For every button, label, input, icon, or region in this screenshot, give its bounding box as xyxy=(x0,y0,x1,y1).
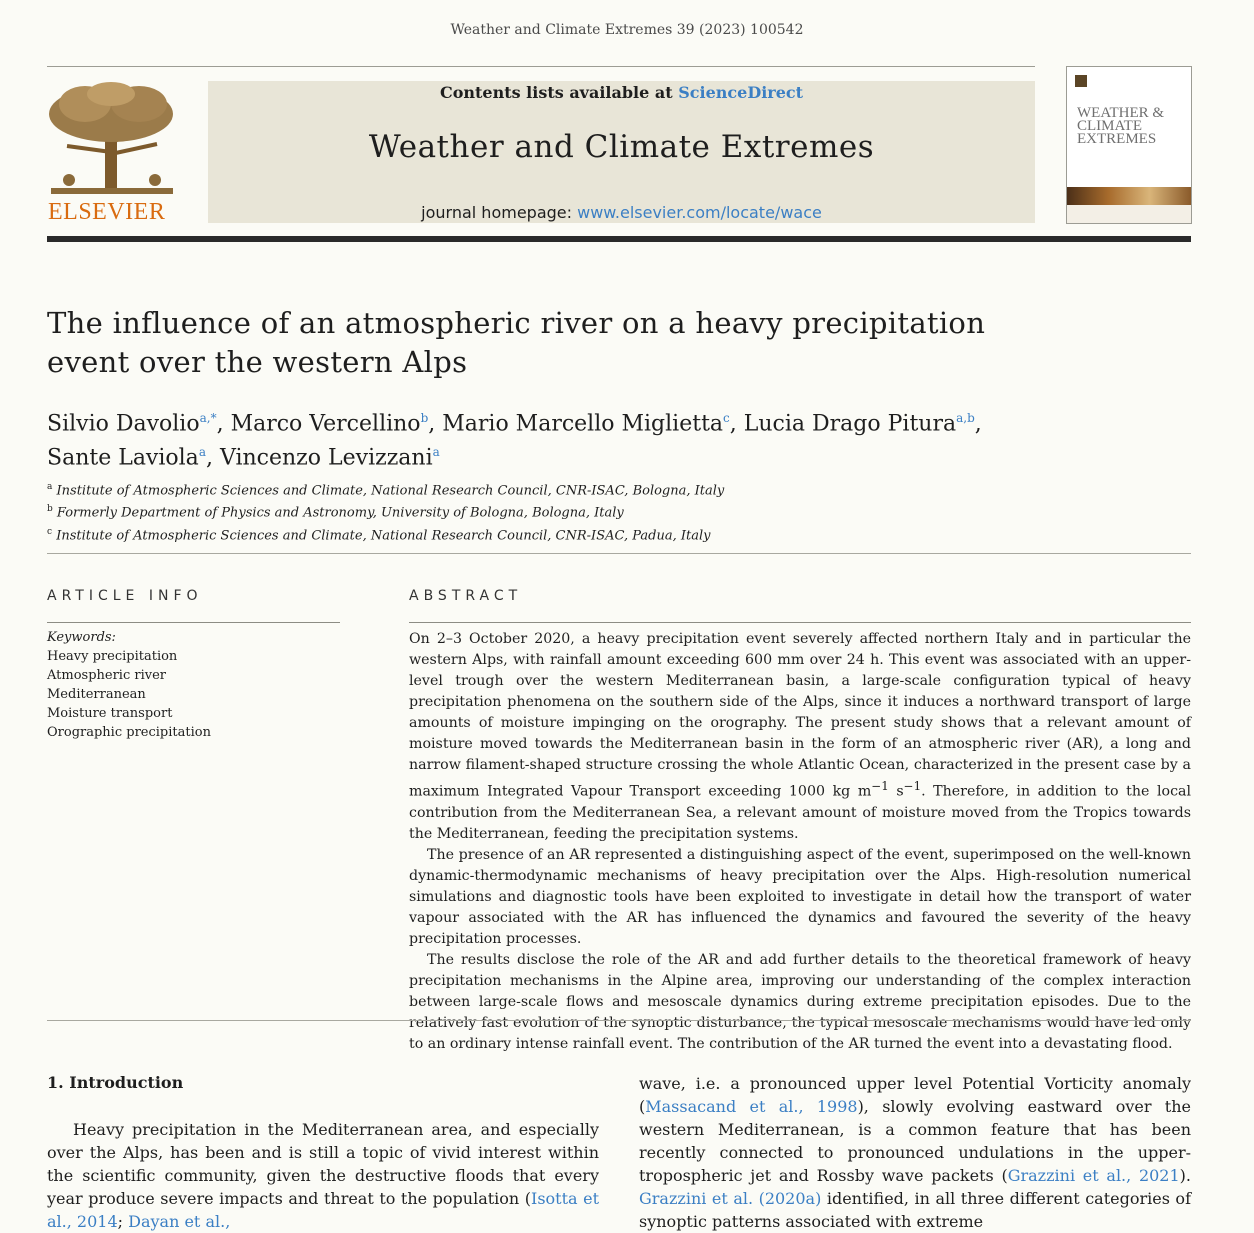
author-list xyxy=(47,404,1147,473)
abstract-body xyxy=(409,629,1191,1055)
keyword-item[interactable]: Orographic precipitation xyxy=(47,725,211,740)
affiliation-list xyxy=(47,478,947,545)
keywords-list xyxy=(47,647,347,742)
citation-link-isotta[interactable]: Isotta et al., 2014 xyxy=(47,1189,599,1231)
author-separator: , xyxy=(205,445,220,471)
author-separator: , xyxy=(216,411,231,437)
abstract-paragraph-3: The results disclose the role of the AR and add further details to the theoretical framework of heavy precipitation mechanisms in the Alpine area, improving our understanding of the complex interaction between large-scale flows and mesoscale dynamics during extreme precipitation episodes. Due to the relatively fast evolution of the synoptic disturbance, the typical mesoscale mechanisms would have led only to an ordinary intense rainfall event. The contribution of the AR turned the event into a devastating flood. xyxy=(409,951,1191,1052)
abstract-heading: ABSTRACT xyxy=(409,588,523,604)
article-title: The influence of an atmospheric river on a heavy precipitation event over the western Alps xyxy=(47,306,986,379)
running-header-citation: Weather and Climate Extremes 39 (2023) 100542 xyxy=(450,22,804,38)
keywords-label: Keywords: xyxy=(47,630,116,645)
keyword-item[interactable]: Mediterranean xyxy=(47,687,146,702)
section-divider-bottom xyxy=(47,1020,1191,1021)
affiliation-item xyxy=(47,500,947,522)
author-separator: , xyxy=(428,411,443,437)
abstract-paragraph-2: The presence of an AR represented a distinguishing aspect of the event, superimposed on the well-known dynamic-thermodynamic mechanisms of heavy precipitation over the Alps. High-resolution numerical simulations and diagnostic tools have been exploited to investigate in detail how the transport of water vapour associated with the AR has influenced the dynamics and favoured the severity of the heavy precipitation processes. xyxy=(409,846,1191,947)
journal-homepage-line xyxy=(208,203,1035,222)
affiliation-key: b xyxy=(47,504,53,515)
author-name[interactable]: Marco Vercellino xyxy=(230,411,421,437)
citation-link-grazzini-2021[interactable]: Grazzini et al., 2021 xyxy=(1007,1166,1180,1185)
affiliation-item xyxy=(47,478,947,500)
abstract-p1-text: On 2–3 October 2020, a heavy precipitation event severely affected northern Italy and in particular the western Alps, with rainfall amount exceeding 600 mm over 24 h. This event was associated with an upper-level trough over the western Mediterranean basin, a large-scale configuration typical of heavy precipitation phenomena on the southern side of the Alps, since it induces a northward transport of large amounts of moisture impinging on the orography. The present study shows that a relevant amount of moisture moved towards the Mediterranean basin in the form of an atmospheric river (AR), a long and narrow filament-shaped structure crossing the whole Atlantic Ocean, characterized in the present case by a maximum Integrated Vapour Transport exceeding 1000 kg xyxy=(409,631,1191,800)
journal-banner xyxy=(208,81,1035,223)
citation-link-dayan[interactable]: Dayan et al., xyxy=(128,1212,231,1231)
article-info-heading: ARTICLE INFO xyxy=(47,588,203,604)
unit-s-exponent: −1 xyxy=(903,779,922,793)
masthead-top-rule xyxy=(47,66,1035,67)
journal-title: Weather and Climate Extremes xyxy=(368,129,875,165)
author-name[interactable]: Mario Marcello Miglietta xyxy=(442,411,724,437)
intro-left-sep: ; xyxy=(117,1212,129,1231)
tree-logo-icon xyxy=(47,82,177,198)
journal-homepage-link[interactable]: www.elsevier.com/locate/wace xyxy=(577,203,822,222)
introduction-heading: 1. Introduction xyxy=(47,1073,184,1092)
author-name[interactable]: Silvio Davolio xyxy=(47,411,200,437)
keyword-item[interactable]: Atmospheric river xyxy=(47,668,167,683)
affiliation-text: Institute of Atmospheric Sciences and Climate, National Research Council, CNR-ISAC, Bologna, Italy xyxy=(56,483,725,499)
publisher-wordmark: ELSEVIER xyxy=(48,199,166,225)
citation-link-massacand[interactable]: Massacand et al., 1998 xyxy=(645,1097,858,1116)
intro-right-text-1: wave, i.e. a pronounced upper level Potential Vorticity anomaly ( xyxy=(639,1074,1191,1116)
author-affiliation-marker[interactable]: a xyxy=(198,445,206,460)
author-separator: , xyxy=(974,411,982,437)
author-affiliation-marker[interactable]: a,* xyxy=(199,411,217,425)
masthead-bottom-rule xyxy=(47,236,1191,242)
body-column-right xyxy=(639,1072,1191,1233)
unit-m: m xyxy=(857,783,872,800)
affiliation-item xyxy=(47,523,947,545)
contents-line xyxy=(208,83,1035,102)
cover-publisher-mark xyxy=(1075,75,1087,87)
author-name[interactable]: Vincenzo Levizzani xyxy=(219,445,433,471)
affiliation-key: a xyxy=(47,482,53,492)
article-info-rule xyxy=(47,622,340,623)
affiliation-text: Formerly Department of Physics and Astronomy, University of Bologna, Bologna, Italy xyxy=(56,505,624,521)
publisher-logo[interactable] xyxy=(47,82,177,226)
cover-image-band xyxy=(1067,187,1191,205)
intro-right-text-4: identified, in all three different categories of synoptic patterns associated with extreme xyxy=(639,1189,1191,1231)
intro-right-text-2: ), slowly evolving eastward over the western Mediterranean, is a common feature that has been recently connected to pronounced undulations in the upper-tropospheric jet and Rossby wave packets ( xyxy=(639,1097,1191,1185)
abstract-paragraph-1 xyxy=(409,629,1191,845)
abstract-rule xyxy=(409,622,1191,623)
cover-footer-band xyxy=(1067,205,1191,223)
section-divider-top xyxy=(47,553,1191,554)
author-name[interactable]: Lucia Drago Pitura xyxy=(743,411,957,437)
author-affiliation-marker[interactable]: a xyxy=(432,445,440,460)
unit-m-exponent: −1 xyxy=(871,779,889,793)
author-affiliation-marker[interactable]: b xyxy=(420,411,429,425)
affiliation-key: c xyxy=(47,526,53,537)
author-affiliation-marker[interactable]: a,b xyxy=(956,411,975,425)
author-separator: , xyxy=(729,411,744,437)
cover-thumbnail-icon[interactable] xyxy=(1066,66,1192,224)
homepage-prefix: journal homepage: xyxy=(421,203,578,222)
author-affiliation-marker[interactable]: c xyxy=(723,411,730,425)
citation-link-grazzini-2020a[interactable]: Grazzini et al. (2020a) xyxy=(639,1189,822,1208)
affiliation-text: Institute of Atmospheric Sciences and Climate, National Research Council, CNR-ISAC, Padua, Italy xyxy=(56,527,711,543)
keywords-block xyxy=(47,628,347,742)
contents-prefix: Contents lists available at xyxy=(439,83,679,102)
intro-left-text: Heavy precipitation in the Mediterranean area, and especially over the Alps, has been and is still a topic of vivid interest within the scientific community, given the destructive floods that every year produce severe impacts and threat to the population ( xyxy=(47,1120,599,1208)
unit-s: s xyxy=(888,783,904,800)
keyword-item[interactable]: Heavy precipitation xyxy=(47,649,178,664)
cover-title: WEATHER & CLIMATE EXTREMES xyxy=(1077,105,1165,147)
abstract-p1-end: . Therefore, in addition to the local contribution from the Mediterranean Sea, a relevant amount of moisture moved from the Tropics towards the Mediterranean, feeding the precipitation systems. xyxy=(409,783,1192,842)
sciencedirect-link[interactable]: ScienceDirect xyxy=(678,83,804,102)
intro-right-text-3: ). xyxy=(1179,1166,1191,1185)
keyword-item[interactable]: Moisture transport xyxy=(47,706,173,721)
author-name[interactable]: Sante Laviola xyxy=(47,445,199,471)
